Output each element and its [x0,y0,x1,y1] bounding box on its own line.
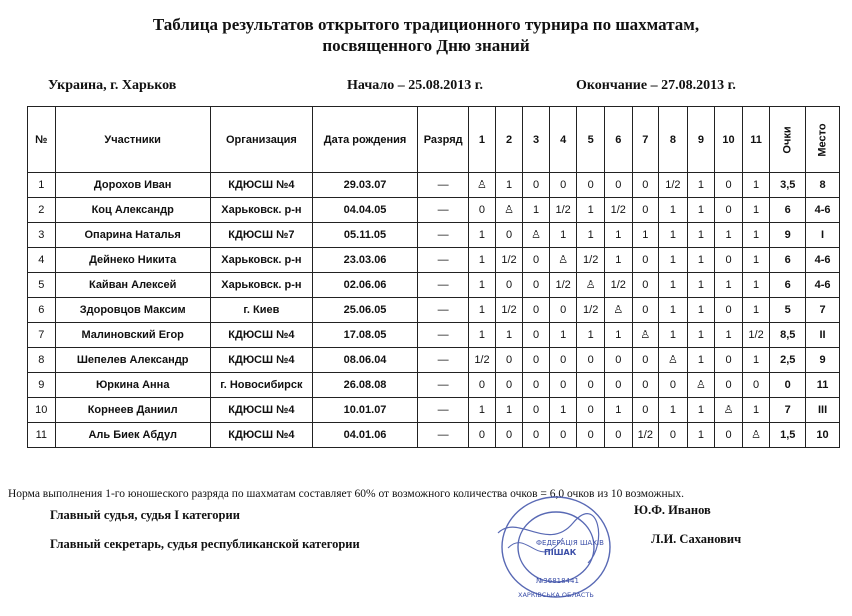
participant-dob: 08.06.04 [312,348,417,373]
header-round: 10 [715,107,743,173]
header-name: Участники [55,107,210,173]
round-score: 1/2 [469,348,496,373]
participant-dob: 04.01.06 [312,423,417,448]
round-score: 1 [469,323,496,348]
table-row [28,298,840,323]
participant-dob: 10.01.07 [312,398,417,423]
participant-name: Опарина Наталья [55,223,210,248]
self-cell-pawn-icon: ♙ [632,323,659,348]
final-place: I [806,223,840,248]
self-cell-pawn-icon: ♙ [577,273,605,298]
round-score: 0 [659,373,688,398]
round-score: 1 [687,398,715,423]
header-round: 6 [604,107,632,173]
round-score: 1 [742,398,770,423]
round-score: 1 [577,198,605,223]
round-score: 0 [604,348,632,373]
table-row [28,398,840,423]
round-score: 0 [632,373,659,398]
round-score: 0 [604,173,632,198]
end-date: Окончание – 27.08.2013 г. [576,78,736,93]
header-dob: Дата рождения [312,107,417,173]
round-score: 0 [632,348,659,373]
header-points-label: Очки [781,125,794,154]
participant-org: КДЮСШ №4 [210,348,312,373]
round-score: 0 [549,348,577,373]
round-score: 0 [523,348,550,373]
round-score: 1 [577,323,605,348]
final-place: 10 [806,423,840,448]
round-score: 1 [687,248,715,273]
title-line-1: Таблица результатов открытого традиционного турнира по шахматам, [152,15,700,34]
header-round: 11 [742,107,770,173]
final-place: 11 [806,373,840,398]
participant-rank: — [418,423,469,448]
participant-name: Малиновский Егор [55,323,210,348]
round-score: 0 [495,273,523,298]
participant-name: Кайван Алексей [55,273,210,298]
round-score: 1 [687,348,715,373]
round-score: 0 [549,298,577,323]
header-round: 8 [659,107,688,173]
total-points: 1,5 [770,423,806,448]
round-score: 1 [577,223,605,248]
participant-rank: — [418,173,469,198]
participant-rank: — [418,348,469,373]
total-points: 5 [770,298,806,323]
round-score: 1 [495,173,523,198]
round-score: 0 [523,273,550,298]
row-number: 6 [28,298,56,323]
participant-org: КДЮСШ №4 [210,398,312,423]
header-round: 5 [577,107,605,173]
participant-name: Коц Александр [55,198,210,223]
participant-name: Юркина Анна [55,373,210,398]
round-score: 1/2 [577,248,605,273]
header-round: 1 [469,107,496,173]
round-score: 1 [549,323,577,348]
table-row [28,423,840,448]
start-date: Начало – 25.08.2013 г. [347,78,483,93]
round-score: 0 [495,348,523,373]
round-score: 1/2 [549,198,577,223]
participant-org: Харьковск. р-н [210,273,312,298]
self-cell-pawn-icon: ♙ [604,298,632,323]
document-title [0,14,852,56]
participant-name: Дорохов Иван [55,173,210,198]
table-row [28,223,840,248]
participant-name: Здоровцов Максим [55,298,210,323]
round-score: 1/2 [495,248,523,273]
table-row [28,273,840,298]
round-score: 0 [523,423,550,448]
round-score: 0 [659,423,688,448]
results-body [28,173,840,448]
participant-dob: 23.03.06 [312,248,417,273]
round-score: 0 [604,423,632,448]
header-round: 7 [632,107,659,173]
participant-rank: — [418,223,469,248]
round-score: 1/2 [577,298,605,323]
round-score: 1 [715,323,743,348]
round-score: 0 [577,173,605,198]
header-round: 3 [523,107,550,173]
total-points: 3,5 [770,173,806,198]
location: Украина, г. Харьков [48,78,177,93]
participant-org: Харьковск. р-н [210,248,312,273]
round-score: 1 [742,248,770,273]
round-score: 1 [604,248,632,273]
round-score: 0 [549,423,577,448]
round-score: 1/2 [604,273,632,298]
round-score: 1 [604,223,632,248]
round-score: 1 [715,273,743,298]
round-score: 1 [469,273,496,298]
self-cell-pawn-icon: ♙ [659,348,688,373]
header-rank: Разряд [418,107,469,173]
final-place: 7 [806,298,840,323]
round-score: 0 [715,173,743,198]
round-score: 1/2 [632,423,659,448]
header-place-label: Место [816,122,829,157]
round-score: 1 [742,198,770,223]
round-score: 1 [715,223,743,248]
self-cell-pawn-icon: ♙ [715,398,743,423]
header-row [28,107,840,173]
final-place: 4-6 [806,273,840,298]
total-points: 0 [770,373,806,398]
final-place: III [806,398,840,423]
round-score: 0 [715,298,743,323]
round-score: 1 [469,298,496,323]
round-score: 0 [742,373,770,398]
table-row [28,173,840,198]
round-score: 1 [604,398,632,423]
participant-org: КДЮСШ №4 [210,173,312,198]
row-number: 3 [28,223,56,248]
participant-dob: 17.08.05 [312,323,417,348]
judge-title: Главный судья, судья I категории [50,508,240,522]
round-score: 0 [715,198,743,223]
total-points: 6 [770,273,806,298]
round-score: 1 [469,223,496,248]
round-score: 0 [577,423,605,448]
round-score: 0 [523,173,550,198]
participant-rank: — [418,298,469,323]
final-place: 4-6 [806,198,840,223]
round-score: 1 [687,298,715,323]
round-score: 0 [469,373,496,398]
header-round: 9 [687,107,715,173]
header-round: 4 [549,107,577,173]
participant-rank: — [418,198,469,223]
row-number: 2 [28,198,56,223]
round-score: 0 [577,373,605,398]
self-cell-pawn-icon: ♙ [523,223,550,248]
round-score: 0 [577,348,605,373]
round-score: 1 [523,198,550,223]
final-place: 4-6 [806,248,840,273]
table-row [28,348,840,373]
participant-name: Дейнеко Никита [55,248,210,273]
results-table [27,106,840,448]
final-place: II [806,323,840,348]
total-points: 7 [770,398,806,423]
participant-dob: 05.11.05 [312,223,417,248]
round-score: 0 [549,173,577,198]
norm-note: Норма выполнения 1-го юношеского разряда по шахматам составляет 60% от возможного количества очков = 6,0 очков из 10 возможных. [8,488,684,500]
round-score: 1 [549,398,577,423]
row-number: 11 [28,423,56,448]
participant-org: Харьковск. р-н [210,198,312,223]
stamp-text-region: ХАРКІВСЬКА ОБЛАСТЬ [518,591,594,599]
round-score: 1 [659,198,688,223]
self-cell-pawn-icon: ♙ [469,173,496,198]
row-number: 9 [28,373,56,398]
self-cell-pawn-icon: ♙ [549,248,577,273]
round-score: 0 [495,373,523,398]
round-score: 1 [687,173,715,198]
round-score: 1 [495,398,523,423]
round-score: 0 [523,248,550,273]
round-score: 0 [495,423,523,448]
round-score: 1 [469,248,496,273]
round-score: 1 [469,398,496,423]
stamp-text-number: №36818441 [536,577,579,585]
participant-org: г. Киев [210,298,312,323]
round-score: 0 [549,373,577,398]
round-score: 0 [495,223,523,248]
round-score: 0 [577,398,605,423]
row-number: 7 [28,323,56,348]
judge-name: Ю.Ф. Иванов [634,503,711,517]
total-points: 6 [770,198,806,223]
total-points: 9 [770,223,806,248]
round-score: 0 [523,398,550,423]
self-cell-pawn-icon: ♙ [495,198,523,223]
round-score: 0 [523,373,550,398]
participant-name: Аль Биек Абдул [55,423,210,448]
round-score: 0 [632,173,659,198]
total-points: 8,5 [770,323,806,348]
final-place: 8 [806,173,840,198]
round-score: 1 [659,398,688,423]
participant-rank: — [418,248,469,273]
table-row [28,373,840,398]
round-score: 0 [632,298,659,323]
round-score: 0 [632,273,659,298]
total-points: 6 [770,248,806,273]
stamp-text-federation: ФЕДЕРАЦІЯ ШАХІВ [536,539,604,547]
round-score: 1 [742,273,770,298]
round-score: 0 [715,373,743,398]
participant-rank: — [418,273,469,298]
round-score: 0 [469,198,496,223]
round-score: 0 [523,298,550,323]
round-score: 0 [632,398,659,423]
round-score: 0 [715,248,743,273]
round-score: 1 [687,273,715,298]
round-score: 0 [469,423,496,448]
round-score: 1 [687,223,715,248]
round-score: 1 [742,348,770,373]
row-number: 1 [28,173,56,198]
round-score: 1 [632,223,659,248]
round-score: 1 [687,323,715,348]
row-number: 10 [28,398,56,423]
round-score: 1 [659,298,688,323]
secretary-name: Л.И. Саханович [651,532,742,546]
title-line-2: посвященного Дню знаний [322,36,530,55]
round-score: 0 [632,198,659,223]
participant-org: г. Новосибирск [210,373,312,398]
round-score: 0 [715,348,743,373]
round-score: 0 [523,323,550,348]
round-score: 1/2 [742,323,770,348]
table-row [28,323,840,348]
header-points [770,107,806,173]
round-score: 1 [742,173,770,198]
header-place [806,107,840,173]
participant-org: КДЮСШ №4 [210,323,312,348]
round-score: 0 [604,373,632,398]
round-score: 1 [495,323,523,348]
round-score: 1/2 [549,273,577,298]
round-score: 1 [659,248,688,273]
row-number: 4 [28,248,56,273]
header-round: 2 [495,107,523,173]
participant-dob: 25.06.05 [312,298,417,323]
header-num: № [28,107,56,173]
round-score: 1/2 [495,298,523,323]
final-place: 9 [806,348,840,373]
round-score: 1/2 [604,198,632,223]
round-score: 0 [715,423,743,448]
participant-name: Корнеев Даниил [55,398,210,423]
self-cell-pawn-icon: ♙ [742,423,770,448]
total-points: 2,5 [770,348,806,373]
round-score: 1 [687,423,715,448]
round-score: 0 [632,248,659,273]
participant-rank: — [418,373,469,398]
round-score: 1 [604,323,632,348]
participant-dob: 04.04.05 [312,198,417,223]
participant-name: Шепелев Александр [55,348,210,373]
organization-stamp [478,493,618,603]
round-score: 1 [659,223,688,248]
participant-org: КДЮСШ №4 [210,423,312,448]
self-cell-pawn-icon: ♙ [687,373,715,398]
row-number: 5 [28,273,56,298]
participant-rank: — [418,398,469,423]
round-score: 1 [742,298,770,323]
round-score: 1 [659,273,688,298]
header-org: Организация [210,107,312,173]
participant-dob: 29.03.07 [312,173,417,198]
participant-dob: 26.08.08 [312,373,417,398]
table-row [28,248,840,273]
participant-dob: 02.06.06 [312,273,417,298]
row-number: 8 [28,348,56,373]
round-score: 1 [687,198,715,223]
secretary-title: Главный секретарь, судья республиканской категории [50,537,360,551]
round-score: 1/2 [659,173,688,198]
round-score: 1 [659,323,688,348]
stamp-text-name: ПІШАК [544,548,577,557]
round-score: 1 [742,223,770,248]
participant-org: КДЮСШ №7 [210,223,312,248]
participant-rank: — [418,323,469,348]
round-score: 1 [549,223,577,248]
table-row [28,198,840,223]
